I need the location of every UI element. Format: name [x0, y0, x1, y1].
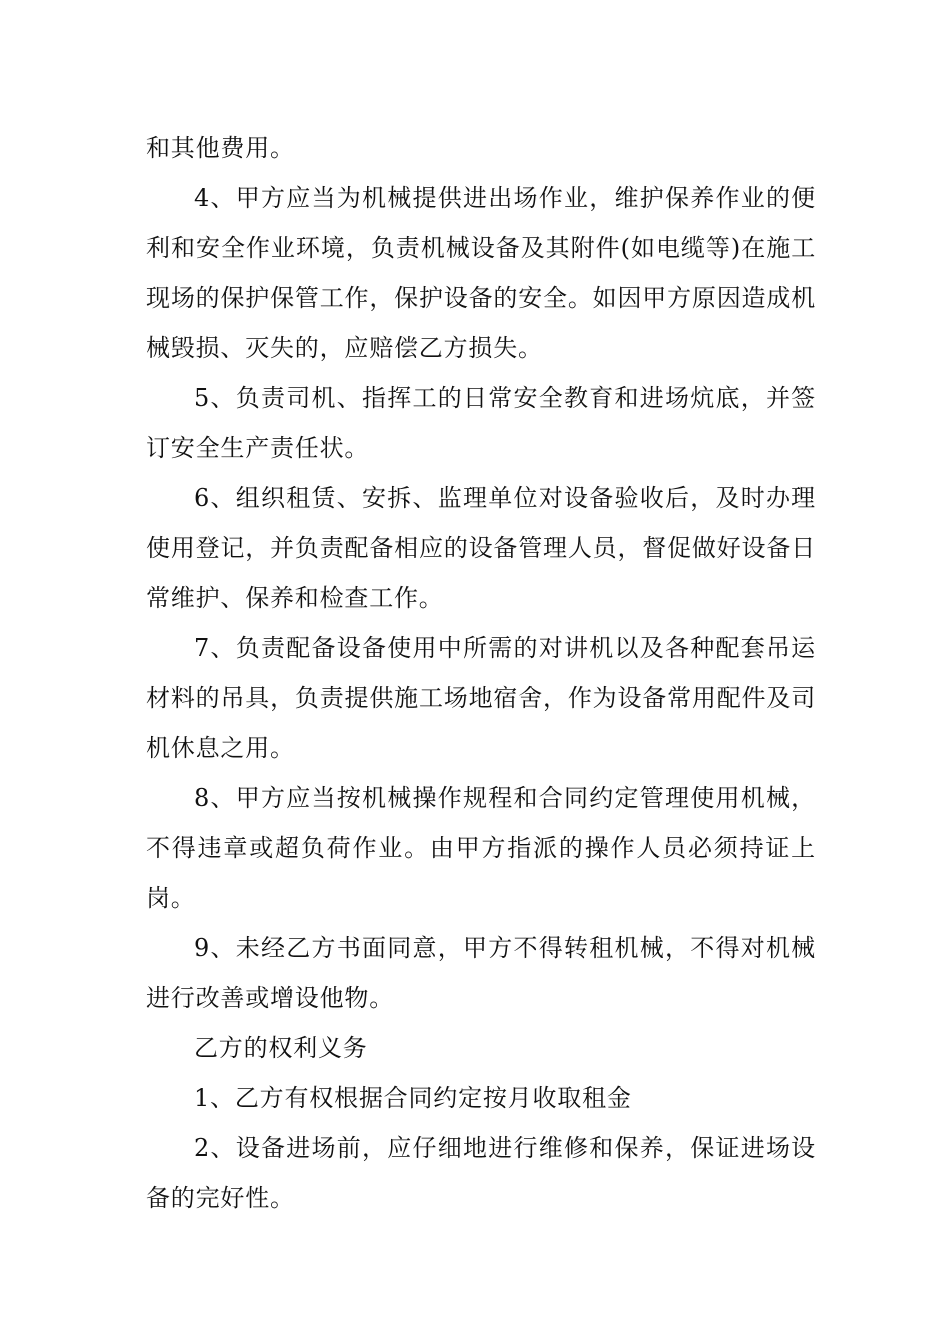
- paragraph-continuation: 和其他费用。: [146, 134, 295, 162]
- paragraph-item-6: 6、组织租赁、安拆、监理单位对设备验收后，及时办理使用登记，并负责配备相应的设备管理人员，督促做好设备日常维护、保养和检查工作。: [146, 484, 816, 612]
- paragraph-party-b-item-1: 1、乙方有权根据合同约定按月收取租金: [194, 1084, 632, 1112]
- paragraph-item-5: 5、负责司机、指挥工的日常安全教育和进场炕底，并签订安全生产责任状。: [146, 384, 816, 462]
- document-body: [146, 123, 816, 1223]
- paragraph-item-4: 4、甲方应当为机械提供进出场作业，维护保养作业的便利和安全作业环境，负责机械设备及其附件(如电缆等)在施工现场的保护保管工作，保护设备的安全。如因甲方原因造成机械毁损、灭失的，应赔偿乙方损失。: [146, 184, 816, 362]
- paragraph-item-8: 8、甲方应当按机械操作规程和合同约定管理使用机械，不得违章或超负荷作业。由甲方指派的操作人员必须持证上岗。: [146, 784, 816, 912]
- paragraph-party-b-item-2: 2、设备进场前，应仔细地进行维修和保养，保证进场设备的完好性。: [146, 1134, 816, 1212]
- paragraph-item-7: 7、负责配备设备使用中所需的对讲机以及各种配套吊运材料的吊具，负责提供施工场地宿舍，作为设备常用配件及司机休息之用。: [146, 634, 816, 762]
- section-heading-party-b: 乙方的权利义务: [194, 1034, 368, 1062]
- paragraph-item-9: 9、未经乙方书面同意，甲方不得转租机械，不得对机械进行改善或增设他物。: [146, 934, 816, 1012]
